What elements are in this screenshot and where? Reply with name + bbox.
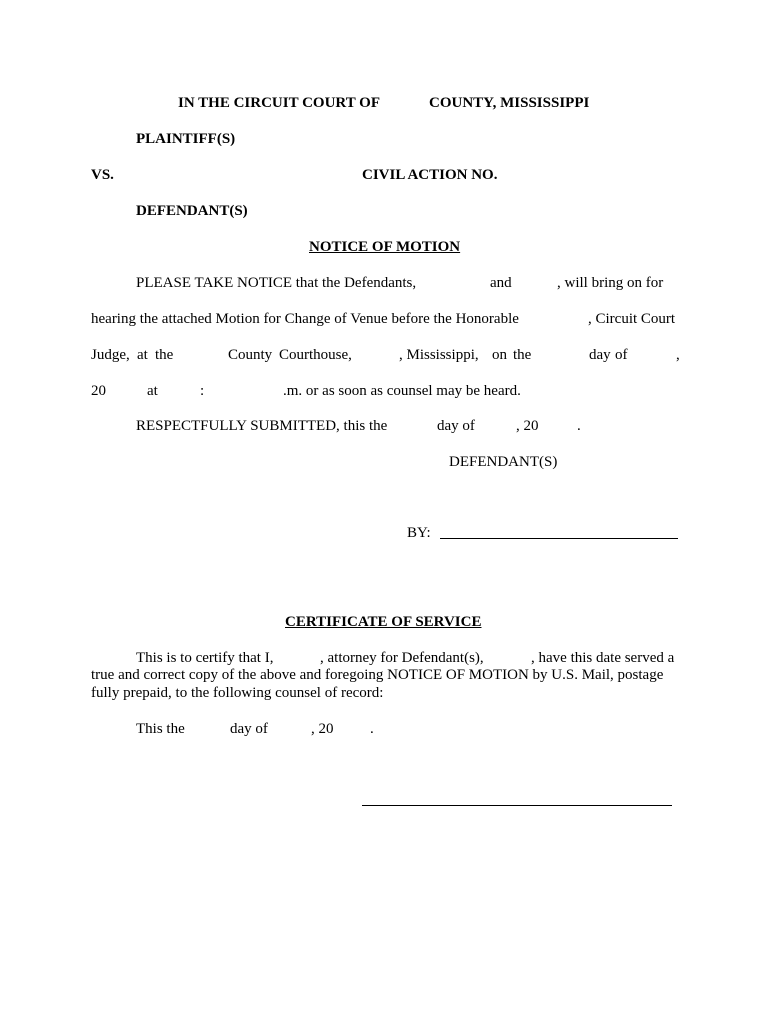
notice-line3-county: County [228, 347, 273, 363]
submitted-line-a: RESPECTFULLY SUBMITTED, this the [136, 418, 388, 434]
certificate-line1-a: This is to certify that I, [136, 650, 274, 666]
submitted-line-d: . [577, 418, 581, 434]
notice-line3-judge: Judge, [91, 347, 130, 363]
certificate-line3: fully prepaid, to the following counsel of record: [91, 685, 384, 701]
notice-line4-colon: : [200, 383, 205, 399]
notice-line3-the: the [155, 347, 174, 363]
signer-label: DEFENDANT(S) [449, 454, 558, 470]
certificate-date-a: This the [136, 721, 185, 737]
notice-line3-day: day [589, 347, 611, 363]
certificate-line1-c: , have this date served a [531, 650, 675, 666]
notice-line3-comma: , [676, 347, 680, 363]
notice-line3-the2: the [513, 347, 532, 363]
notice-line2-b: , Circuit Court [588, 311, 676, 327]
certificate-heading: CERTIFICATE OF SERVICE [285, 614, 482, 630]
certificate-date-b: day of [230, 721, 268, 737]
submitted-line-c: , 20 [516, 418, 539, 434]
notice-line1-c: , will bring on for [557, 275, 664, 291]
notice-line3-of: of [615, 347, 628, 363]
notice-line3-at: at [137, 347, 148, 363]
court-name-right: COUNTY, MISSISSIPPI [429, 95, 590, 111]
notice-line3-on: on [492, 347, 507, 363]
court-name-left: IN THE CIRCUIT COURT OF [178, 95, 381, 111]
certificate-line2: true and correct copy of the above and foregoing NOTICE OF MOTION by U.S. Mail, postage [91, 667, 664, 683]
civil-action-label: CIVIL ACTION NO. [362, 167, 498, 183]
notice-line4-rest: .m. or as soon as counsel may be heard. [283, 383, 521, 399]
certificate-signature-line[interactable] [362, 805, 672, 806]
signature-line[interactable] [440, 538, 678, 539]
notice-heading: NOTICE OF MOTION [309, 239, 461, 255]
by-label: BY: [407, 525, 431, 541]
certificate-line1-b: , attorney for Defendant(s), [320, 650, 484, 666]
plaintiff-label: PLAINTIFF(S) [136, 131, 236, 147]
versus-label: VS. [91, 167, 114, 183]
defendant-label: DEFENDANT(S) [136, 203, 248, 219]
notice-line3-mississippi: , Mississippi, [399, 347, 479, 363]
certificate-date-d: . [370, 721, 374, 737]
notice-line4-year: 20 [91, 383, 106, 399]
notice-line1-b: and [490, 275, 512, 291]
notice-line1-a: PLEASE TAKE NOTICE that the Defendants, [136, 275, 417, 291]
submitted-line-b: day of [437, 418, 475, 434]
notice-line3-courthouse: Courthouse, [279, 347, 352, 363]
certificate-date-c: , 20 [311, 721, 334, 737]
notice-line2-a: hearing the attached Motion for Change of Venue before the Honorable [91, 311, 519, 327]
notice-line4-at: at [147, 383, 158, 399]
